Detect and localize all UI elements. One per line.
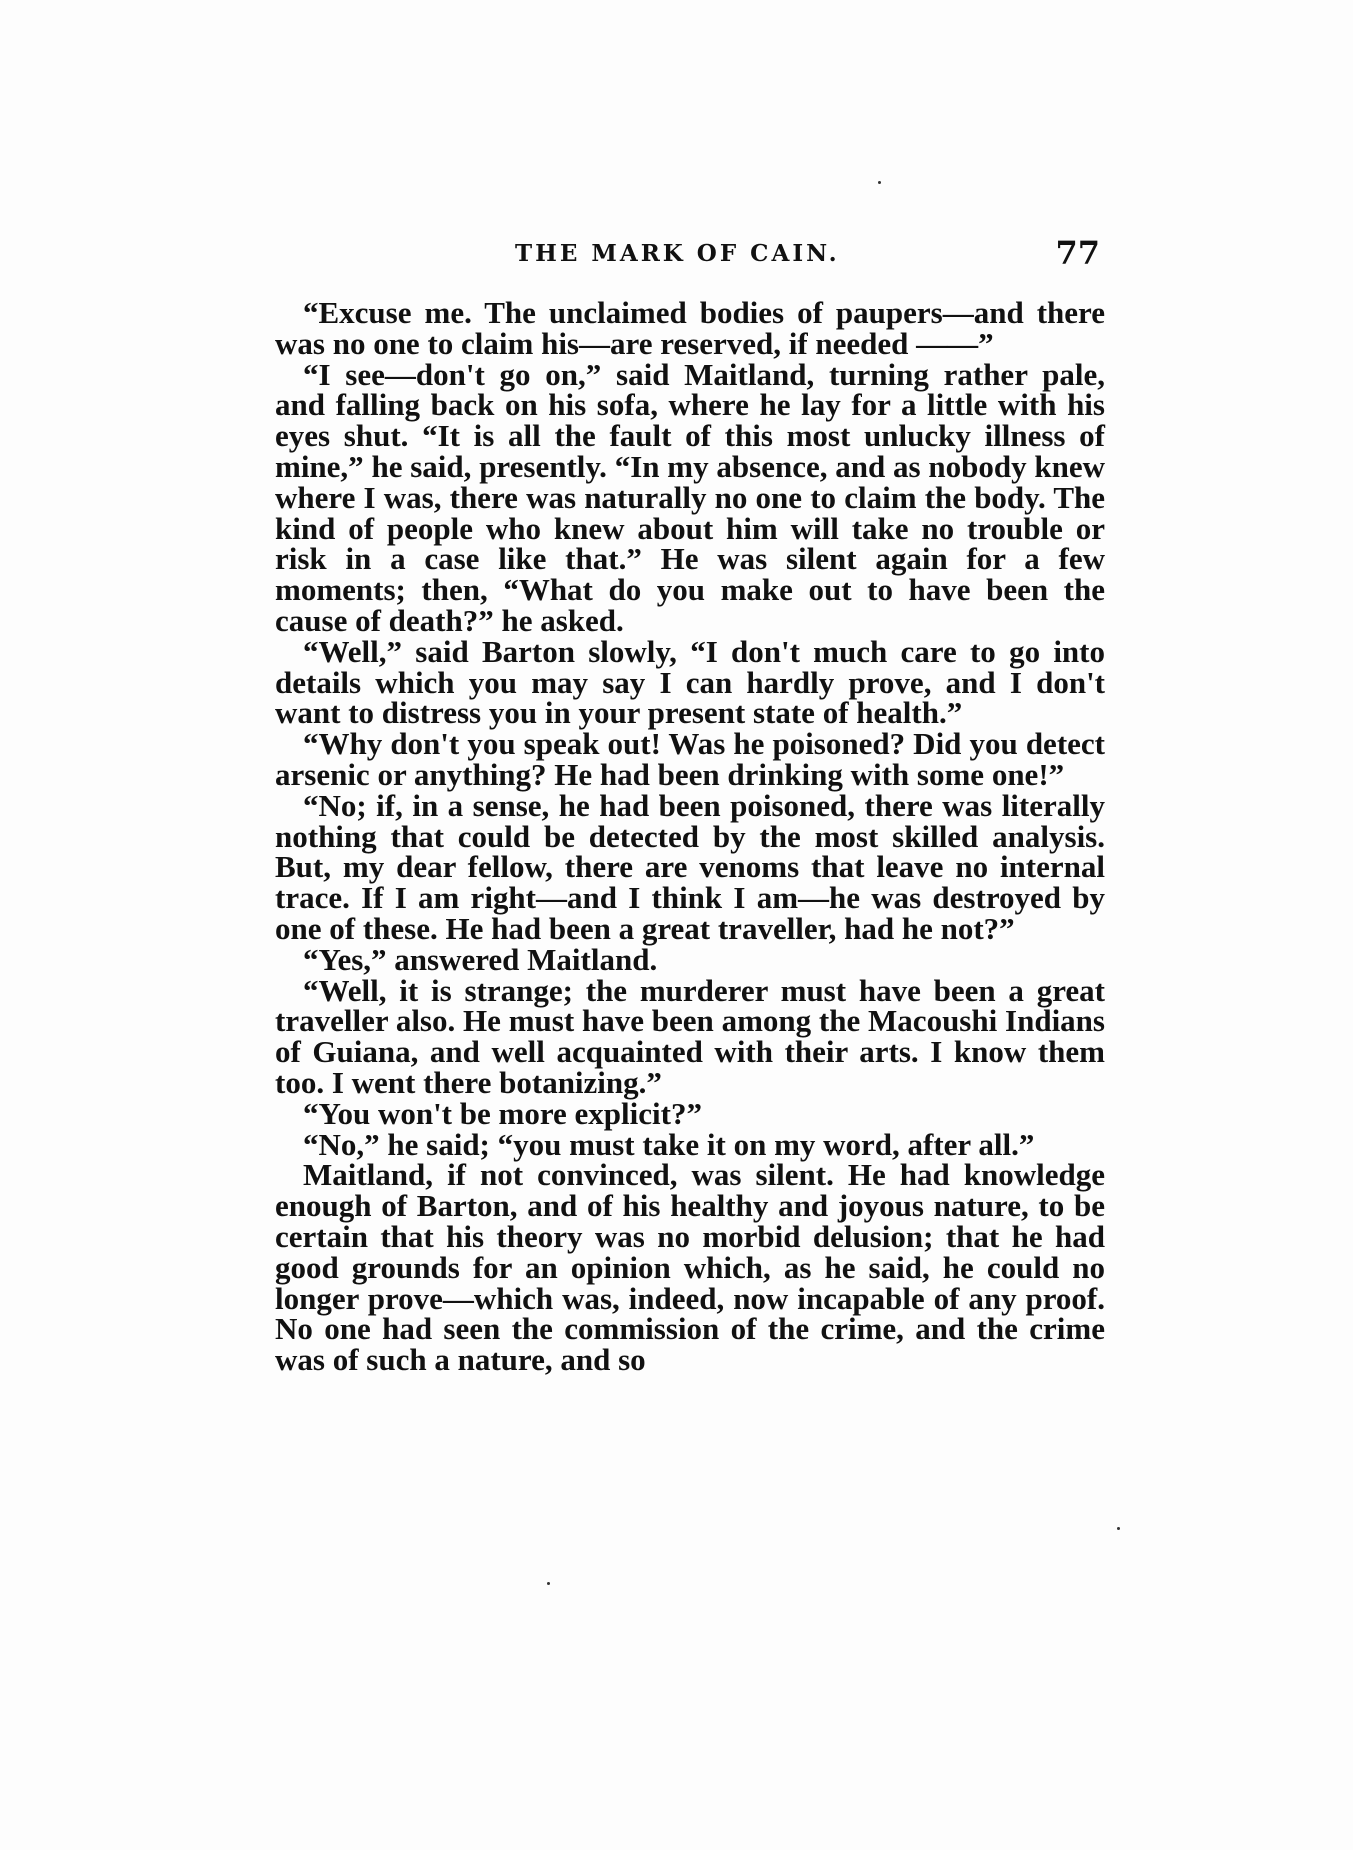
paragraph: “No,” he said; “you must take it on my word, after all.” (303, 1126, 1035, 1162)
ink-speck (1117, 1527, 1120, 1530)
paragraph: “You won't be more explicit?” (303, 1095, 702, 1131)
page-header (275, 234, 1100, 274)
paragraph: “Why don't you speak out! Was he poisoned? Did you detect arsenic or anything? He had been drinking with some one!” (275, 726, 1105, 792)
ink-speck (547, 1582, 550, 1585)
paragraph: “Yes,” answered Maitland. (303, 941, 658, 977)
paragraph: “I see—don't go on,” said Maitland, turning rather pale, and falling back on his sofa, where he lay for a little with his eyes shut. “It is all the fault of this most unlucky illness of mine,” he said, presently. “In my absence, and as nobody knew where I was, there was naturally no one to claim the body. The kind of people who knew about him will take no trouble or risk in a case like that.” He was silent again for a few moments; then, “What do you make out to have been the cause of death?” he asked. (275, 356, 1105, 638)
page-number: 77 (1055, 234, 1100, 272)
paragraph: “Excuse me. The unclaimed bodies of paupers—and there was no one to claim his—are reserved, if needed ——” (275, 295, 1105, 361)
paragraph: “Well, it is strange; the murderer must have been a great traveller also. He must have been among the Macoushi Indians of Guiana, and well acquainted with their arts. I know them too. I went there botanizing.” (275, 972, 1105, 1100)
ink-speck (878, 181, 881, 184)
running-title: THE MARK OF CAIN. (515, 240, 840, 267)
body-text (275, 295, 1105, 1378)
paragraph: “Well,” said Barton slowly, “I don't much care to go into details which you may say I can hardly prove, and I don't want to distress you in your present state of health.” (275, 633, 1105, 731)
paragraph: Maitland, if not convinced, was silent. He had knowledge enough of Barton, and of his healthy and joyous nature, to be certain that his theory was no morbid delusion; that he had good grounds for an opinion which, as he said, he could no longer prove—which was, indeed, now incapable of any proof. No one had seen the commission of the crime, and the crime was of such a nature, and so (275, 1157, 1105, 1378)
paragraph: “No; if, in a sense, he had been poisoned, there was literally nothing that could be detected by the most skilled analysis. But, my dear fellow, there are venoms that leave no internal trace. If I am right—and I think I am—he was destroyed by one of these. He had been a great traveller, had he not?” (275, 787, 1105, 946)
